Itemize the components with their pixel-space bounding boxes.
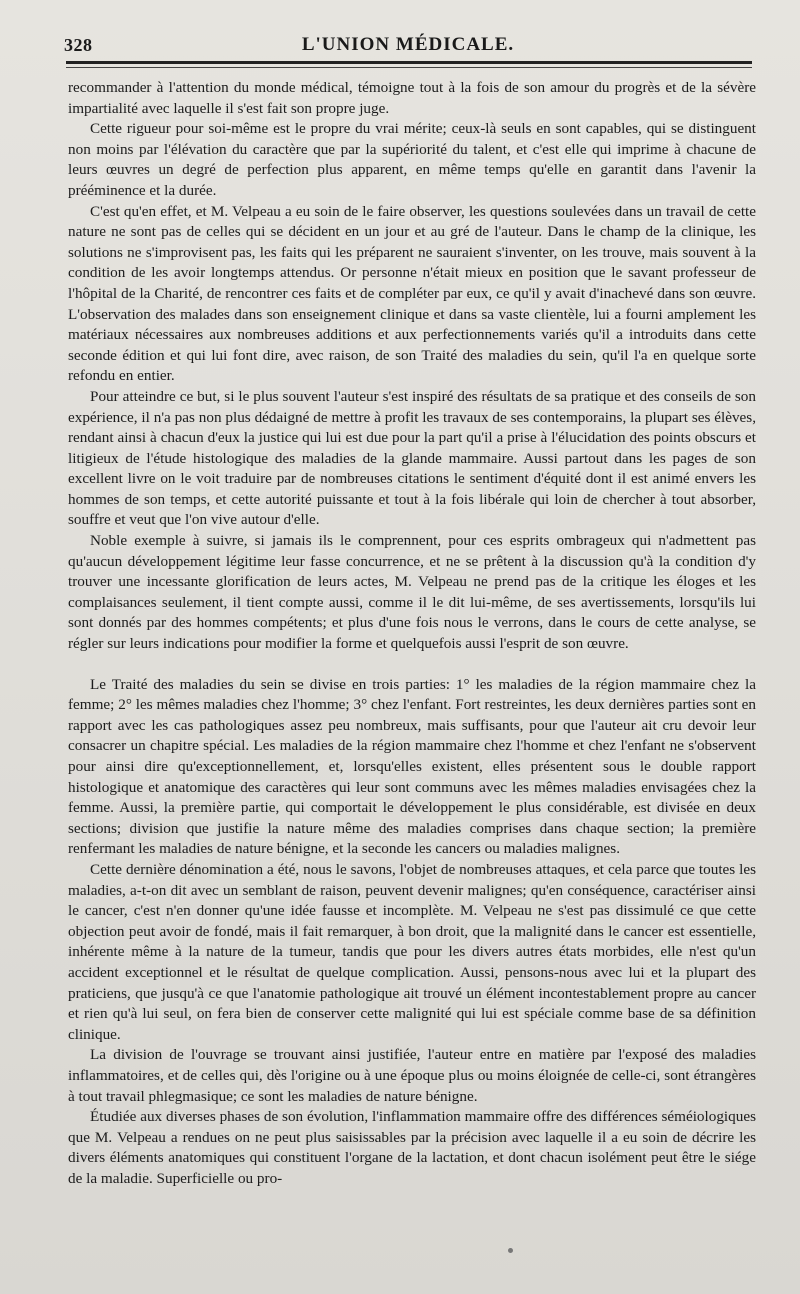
paragraph: Cette rigueur pour soi-même est le propre du vrai mérite; ceux-là seuls en sont capables, qui se distinguent non moins par l'élévation du caractère que par la supériorité du talent, et c'est elle qui imprime à chacune de leurs œuvres un degré de perfection plus apparent, en même temps qu'elle en garantit dans l'avenir la prééminence et la durée. xyxy=(68,120,756,199)
header-rule-thin xyxy=(66,67,752,68)
paragraph: Noble exemple à suivre, si jamais ils le comprennent, pour ces esprits ombrageux qui n'admettent pas qu'aucun développement légitime leur fasse concurrence, et ne se prêtent à la discussion qu'à la condition d'y trouver une incessante glorification de leurs actes, M. Velpeau ne prend pas de la critique les éloges et les complaisances seulement, il tient compte aussi, comme il le dit lui-même, de ses avertissements, lorsqu'ils lui sont donnés par des hommes compétents; et plus d'une fois nous le verrons, dans le cours de cette analyse, se régler sur leurs indications pour modifier la forme et quelquefois aussi l'esprit de son œuvre. xyxy=(68,532,756,653)
ink-dot xyxy=(508,1248,513,1253)
paragraph: recommander à l'attention du monde médical, témoigne tout à la fois de son amour du progrès et de la sévère impartialité avec laquelle il s'est fait son propre juge. xyxy=(68,79,756,117)
body-text xyxy=(68,78,756,1189)
paragraph: Cette dernière dénomination a été, nous le savons, l'objet de nombreuses attaques, et cela parce que toutes les maladies, a-t-on dit avec un semblant de raison, peuvent devenir malignes; qu'en conséquence, caractériser ainsi le cancer, c'est n'en donner qu'une idée fausse et incomplète. M. Velpeau ne s'est pas dissimulé ce que cette objection peut avoir de fondé, mais il fait remarquer, à bon droit, que la malignité dans le cancer est essentielle, inhérente même à la nature de la tumeur, tandis que pour les divers autres états morbides, elle n'est qu'un accident exceptionnel et le résultat de quelque complication. Aussi, pensons-nous avec lui et la plupart des praticiens, que jusqu'à ce que l'anatomie pathologique ait trouvé un élément incontestablement propre au cancer et rien qu'à lui seul, on fera bien de conserver cette malignité qui lui est spéciale comme base de sa définition clinique. xyxy=(68,860,756,1043)
header-rule xyxy=(66,61,752,64)
page-number: 328 xyxy=(64,35,93,55)
paragraph: Pour atteindre ce but, si le plus souvent l'auteur s'est inspiré des résultats de sa pratique et des conseils de son expérience, il n'a pas non plus dédaigné de mettre à profit les travaux de ses contemporains, la plupart ses élèves, rendant ainsi à chacun d'eux la justice qui lui est due pour la part qu'il a prise à l'élucidation des points obscurs et litigieux de l'étude histologique des maladies de la glande mammaire. Aussi partout dans les pages de son excellent livre on le voit traduire par de nombreuses citations le sentiment d'équité dont il est animé envers les hommes de son temps, et cette autorité puissante et tout à la fois libérale qui loin de chercher à tout absorber, souffre et veut que l'on vive autour d'elle. xyxy=(68,387,756,529)
paragraph: Étudiée aux diverses phases de son évolution, l'inflammation mammaire offre des différences séméiologiques que M. Velpeau a rendues on ne peut plus saisissables par la précision avec laquelle il a eu soin de décrire les divers éléments anatomiques qui constituent l'organe de la lactation, et dont chacun isolément peut être le siége de la maladie. Superficielle ou pro- xyxy=(68,1108,756,1187)
paragraph: Le Traité des maladies du sein se divise en trois parties: 1° les maladies de la région mammaire chez la femme; 2° les mêmes maladies chez l'homme; 3° chez l'enfant. Fort restreintes, les deux dernières parties sont en rapport avec les cas pathologiques assez peu nombreux, mais suffisants, pour que l'auteur ait cru devoir leur consacrer un chapitre spécial. Les maladies de la région mammaire chez l'homme et chez l'enfant ne s'observent pour ainsi dire qu'exceptionnellement, et, lorsqu'elles existent, elles présentent sous le double rapport histologique et anatomique des caractères qui leur sont communs avec les mêmes maladies envisagées chez la femme. Aussi, la première partie, qui comportait le développement le plus considérable, est divisée en deux sections; division que justifie la nature même des maladies comprises dans chaque section; la première renfermant les maladies de nature bénigne, et la seconde les cancers ou maladies malignes. xyxy=(68,675,756,858)
paragraph: C'est qu'en effet, et M. Velpeau a eu soin de le faire observer, les questions soulevées dans un travail de cette nature ne sont pas de celles qui se décident en un jour et au gré de l'auteur. Dans le champ de la clinique, les solutions ne s'improvisent pas, les faits qui les préparent ne sauraient s'inventer, on les trouve, mais souvent à la condition de les avoir longtemps attendus. Or personne n'était mieux en position que le savant professeur de l'hôpital de la Charité, de rencontrer ces faits et de compléter par eux, ce qu'il y avait d'inachevé dans son œuvre. L'observation des malades dans son enseignement clinique et dans sa vaste clientèle, lui a fourni amplement les matériaux nécessaires aux nombreuses additions et aux perfectionnements variés qu'il a introduits dans cette seconde édition et qui lui font dire, avec raison, de son Traité des maladies du sein, qu'il l'a en quelque sorte refondu en entier. xyxy=(68,202,756,385)
running-title: L'UNION MÉDICALE. xyxy=(301,34,515,55)
paragraph: La division de l'ouvrage se trouvant ainsi justifiée, l'auteur entre en matière par l'exposé des maladies inflammatoires, et de celles qui, dès l'origine ou à une époque plus ou moins éloignée de celle-ci, sont étrangères à tout travail phlegmasique; ce sont les maladies de nature bénigne. xyxy=(68,1046,756,1105)
page-header xyxy=(64,30,752,56)
